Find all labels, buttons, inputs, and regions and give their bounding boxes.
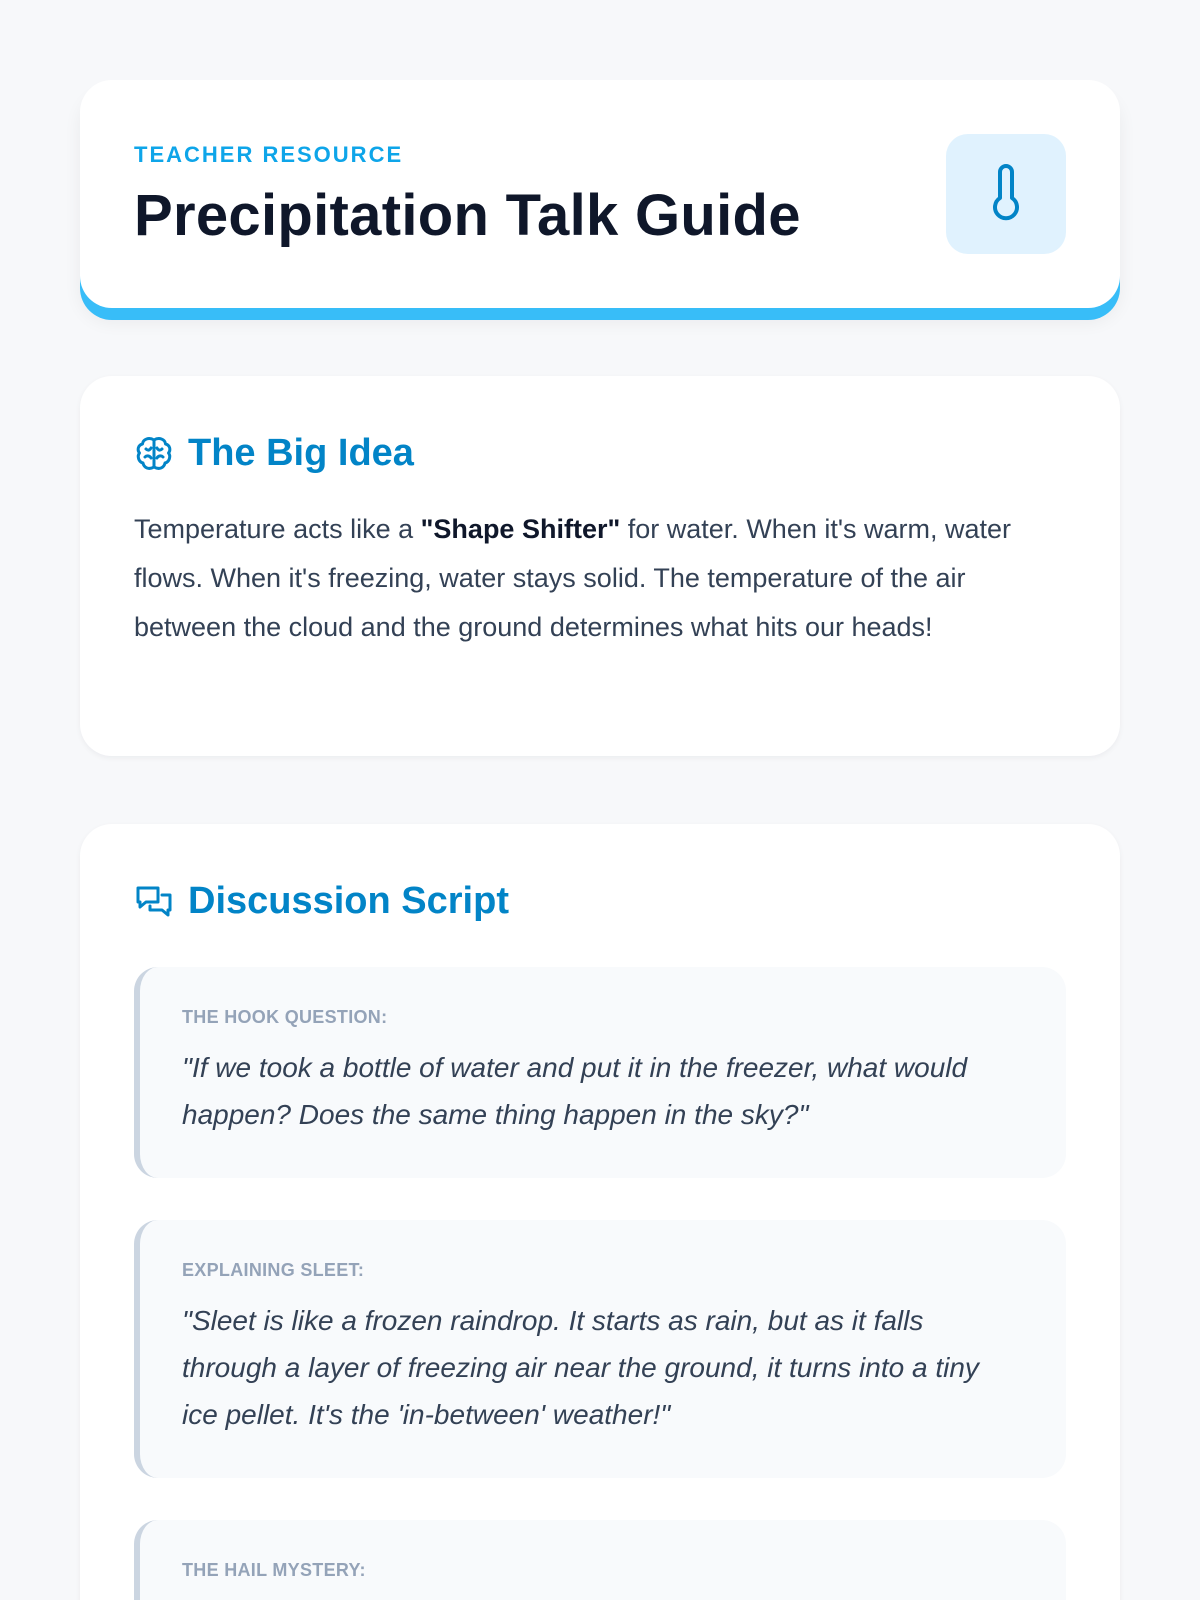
hail-mystery-block [134,1520,1066,1600]
eyebrow-label: TEACHER RESOURCE [134,142,404,167]
header-card [80,80,1120,308]
quote-label: THE HAIL MYSTERY: [182,1560,366,1580]
shape-shifter-emphasis: "Shape Shifter" [420,514,621,544]
quote-text: "If we took a bottle of water and put it in the freezer, what would happen? Does the same thing happen in the sky?" [182,1052,968,1130]
discussion-script-card [80,824,1120,1600]
quote-label: EXPLAINING SLEET: [182,1260,365,1280]
quote-text: "Sleet is like a frozen raindrop. It starts as rain, but as it falls through a layer of freezing air near the ground, it turns into a tiny ice pellet. It's the 'in-between' weather!" [182,1305,979,1430]
hook-question-block [134,967,1066,1178]
discussion-header [134,880,1066,923]
big-idea-text [134,505,1066,652]
thermometer-badge [946,134,1066,254]
discussion-title: Discussion Script [188,880,509,922]
big-idea-card [80,376,1120,756]
chat-bubbles-icon [134,882,174,922]
page-title: Precipitation Talk Guide [134,183,801,248]
brain-icon [134,434,174,474]
quote-label: THE HOOK QUESTION: [182,1007,388,1027]
big-idea-header [134,432,1066,475]
explaining-sleet-block [134,1220,1066,1478]
big-idea-text-end: for water. When it's warm, water flows. When it's freezing, water stays solid. The temperature of the air between the cloud and the ground determines what hits our heads! [134,514,1012,642]
big-idea-title: The Big Idea [188,432,414,474]
big-idea-text-start: Temperature acts like a [134,514,421,544]
thermometer-icon [984,160,1028,229]
